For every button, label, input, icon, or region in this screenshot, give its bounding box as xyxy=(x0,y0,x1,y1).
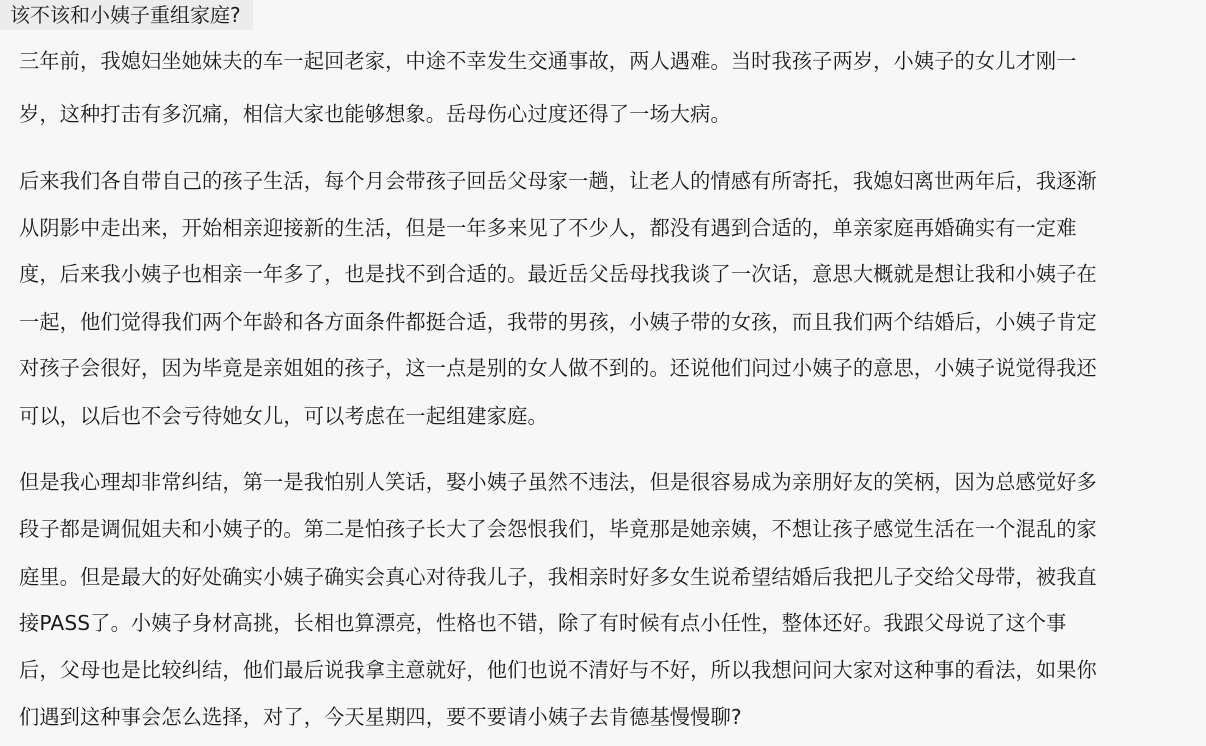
text-line: 岁，这种打击有多沉痛，相信大家也能够想象。岳母伤心过度还得了一场大病。 xyxy=(19,102,731,126)
text-line: 后来我们各自带自己的孩子生活，每个月会带孩子回岳父母家一趟，让老人的情感有所寄托，我媳妇离世两年后，我逐渐 xyxy=(19,169,1097,193)
text-line: 庭里。但是最大的好处确实小姨子确实会真心对待我儿子，我相亲时好多女生说希望结婚后我把儿子交给父母带，被我直 xyxy=(19,565,1097,589)
text-line: 接PASS了。小姨子身材高挑，长相也算漂亮，性格也不错，除了有时候有点小任性，整体还好。我跟父母说了这个事 xyxy=(19,611,1067,635)
text-line: 一起，他们觉得我们两个年龄和各方面条件都挺合适，我带的男孩，小姨子带的女孩，而且我们两个结婚后，小姨子肯定 xyxy=(19,310,1097,334)
text-line: 们遇到这种事会怎么选择，对了，今天星期四，要不要请小姨子去肯德基慢慢聊? xyxy=(19,705,742,729)
text-line: 后，父母也是比较纠结，他们最后说我拿主意就好，他们也说不清好与不好，所以我想问问大家对这种事的看法，如果你 xyxy=(19,658,1097,682)
text-line: 对孩子会很好，因为毕竟是亲姐姐的孩子，这一点是别的女人做不到的。还说他们问过小姨子的意思，小姨子说觉得我还 xyxy=(19,356,1097,380)
text-line: 段子都是调侃姐夫和小姨子的。第二是怕孩子长大了会怨恨我们，毕竟那是她亲姨，不想让孩子感觉生活在一个混乱的家 xyxy=(19,517,1097,541)
text-line: 从阴影中走出来，开始相亲迎接新的生活，但是一年多来见了不少人，都没有遇到合适的，单亲家庭再婚确实有一定难 xyxy=(19,216,1077,240)
text-line: 三年前，我媳妇坐她妹夫的车一起回老家，中途不幸发生交通事故，两人遇难。当时我孩子两岁，小姨子的女儿才刚一 xyxy=(19,49,1077,73)
text-line: 但是我心理却非常纠结，第一是我怕别人笑话，娶小姨子虽然不违法，但是很容易成为亲朋好友的笑柄，因为总感觉好多 xyxy=(19,470,1097,494)
post-title: 该不该和小姨子重组家庭? xyxy=(0,0,253,30)
post-body xyxy=(0,30,1206,746)
text-line: 度，后来我小姨子也相亲一年多了，也是找不到合适的。最近岳父岳母找我谈了一次话，意思大概就是想让我和小姨子在 xyxy=(19,262,1097,286)
text-line: 可以，以后也不会亏待她女儿，可以考虑在一起组建家庭。 xyxy=(19,404,548,428)
